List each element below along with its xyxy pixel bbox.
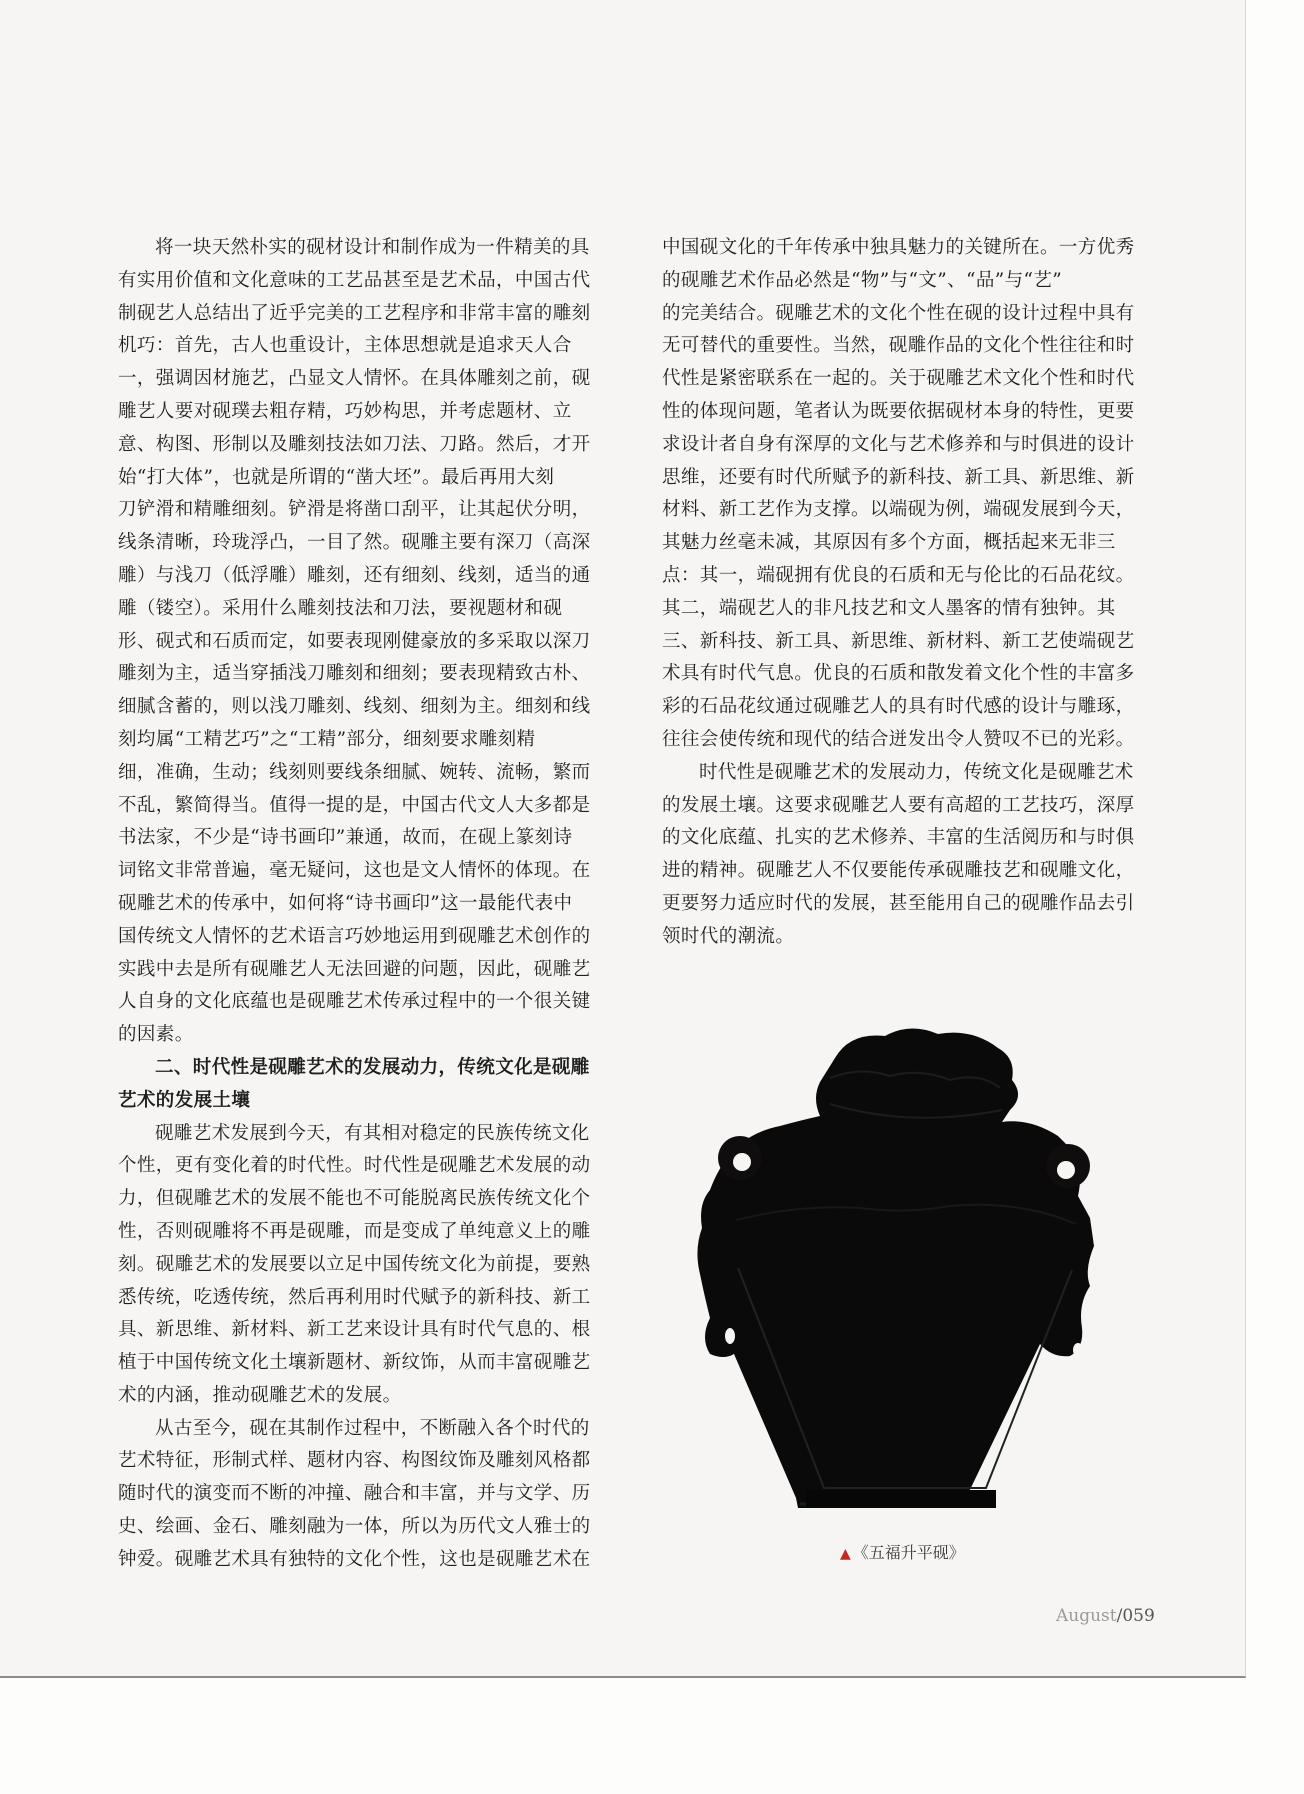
paragraph-line: 机巧：首先，古人也重设计，主体思想就是追求天人合 xyxy=(118,335,572,357)
paragraph-line: 的文化底蕴、扎实的艺术修养、丰富的生活阅历和与时俱 xyxy=(662,827,1135,849)
paragraph-line: 进的精神。砚雕艺人不仅要能传承砚雕技艺和砚雕文化， xyxy=(662,860,1135,882)
paragraph-line: 无可替代的重要性。当然，砚雕作品的文化个性往往和时 xyxy=(662,335,1135,357)
paragraph-line: 的发展土壤。这要求砚雕艺人要有高超的工艺技巧，深厚 xyxy=(662,794,1135,816)
paragraph-line: 个性，更有变化着的时代性。时代性是砚雕艺术发展的动 xyxy=(118,1155,591,1177)
inkstone-photo xyxy=(680,1018,1130,1508)
paragraph-line: 思维，还要有时代所赋予的新科技、新工具、新思维、新 xyxy=(662,466,1135,488)
triangle-marker-icon: ▲ xyxy=(840,1546,851,1562)
paragraph-line: 刻均属“工精艺巧”之“工精”部分，细刻要求雕刻精 xyxy=(118,728,536,750)
folio-separator: / xyxy=(1116,1606,1123,1626)
paragraph-line: 书法家，不少是“诗书画印”兼通，故而，在砚上篆刻诗 xyxy=(118,827,573,849)
paragraph-line: 更要努力适应时代的发展，甚至能用自己的砚雕作品去引 xyxy=(662,892,1135,914)
paragraph-line: 材料、新工艺作为支撑。以端砚为例，端砚发展到今天， xyxy=(662,499,1135,521)
paragraph-line: 雕（镂空）。采用什么雕刻技法和刀法，要视题材和砚 xyxy=(118,597,563,619)
paragraph-line: 国传统文人情怀的艺术语言巧妙地运用到砚雕艺术创作的 xyxy=(118,925,591,947)
folio-month: August xyxy=(1056,1606,1117,1626)
paragraph-line: 时代性是砚雕艺术的发展动力，传统文化是砚雕艺术 xyxy=(699,761,1134,783)
paragraph-line: 词铭文非常普遍，毫无疑问，这也是文人情怀的体现。在 xyxy=(118,860,591,882)
paragraph-line: 三、新科技、新工具、新思维、新材料、新工艺使端砚艺 xyxy=(662,630,1135,652)
paragraph-line: 的完美结合。砚雕艺术的文化个性在砚的设计过程中具有 xyxy=(662,302,1135,324)
figure-caption xyxy=(840,1540,965,1563)
paragraph-line: 雕艺人要对砚璞去粗存精，巧妙构思，并考虑题材、立 xyxy=(118,400,572,422)
paragraph-line: 意、构图、形制以及雕刻技法如刀法、刀路。然后，才开 xyxy=(118,433,591,455)
paragraph-line: 有实用价值和文化意味的工艺品甚至是艺术品，中国古代 xyxy=(118,269,591,291)
paragraph-line: 艺术特征，形制式样、题材内容、构图纹饰及雕刻风格都 xyxy=(118,1450,591,1472)
paragraph-line: 砚雕艺术发展到今天，有其相对稳定的民族传统文化 xyxy=(155,1122,590,1144)
paragraph-line: 彩的石品花纹通过砚雕艺人的具有时代感的设计与雕琢， xyxy=(662,696,1135,718)
paragraph-line: 性的体现问题，笔者认为既要依据砚材本身的特性，更要 xyxy=(662,400,1135,422)
page-folio xyxy=(1056,1606,1155,1626)
paragraph-line: 始“打大体”，也就是所谓的“凿大坯”。最后再用大刻 xyxy=(118,466,555,488)
paragraph-line: 往往会使传统和现代的结合迸发出令人赞叹不已的光彩。 xyxy=(662,728,1135,750)
section-heading-line: 二、时代性是砚雕艺术的发展动力，传统文化是砚雕 xyxy=(155,1056,590,1078)
paragraph-line: 术的内涵，推动砚雕艺术的发展。 xyxy=(118,1384,402,1406)
paragraph-line: 钟爱。砚雕艺术具有独特的文化个性，这也是砚雕艺术在 xyxy=(118,1548,591,1570)
paragraph-line: 具、新思维、新材料、新工艺来设计具有时代气息的、根 xyxy=(118,1319,591,1341)
paragraph-line: 线条清晰，玲珑浮凸，一目了然。砚雕主要有深刀（高深 xyxy=(118,532,591,554)
paragraph-line: 从古至今，砚在其制作过程中，不断融入各个时代的 xyxy=(155,1417,590,1439)
right-text-column xyxy=(662,232,1149,954)
paragraph-line: 将一块天然朴实的砚材设计和制作成为一件精美的具 xyxy=(155,237,590,258)
left-text-column xyxy=(118,232,603,1577)
paragraph-line: 砚雕艺术的传承中，如何将“诗书画印”这一最能代表中 xyxy=(118,892,573,914)
paragraph-line: 雕刻为主，适当穿插浅刀雕刻和细刻；要表现精致古朴、 xyxy=(118,663,591,685)
paragraph-line: 代性是紧密联系在一起的。关于砚雕艺术文化个性和时代 xyxy=(662,368,1135,390)
paragraph-line: 其魅力丝毫未减，其原因有多个方面，概括起来无非三 xyxy=(662,532,1116,554)
paragraph-line: 细，准确，生动；线刻则要线条细腻、婉转、流畅，繁而 xyxy=(118,761,591,783)
paragraph-line: 领时代的潮流。 xyxy=(662,925,795,947)
paragraph-line: 性，否则砚雕将不再是砚雕，而是变成了单纯意义上的雕 xyxy=(118,1220,591,1242)
caption-text: 《五福升平砚》 xyxy=(852,1543,965,1562)
paragraph-line: 中国砚文化的千年传承中独具魅力的关键所在。一方优秀 xyxy=(662,237,1135,258)
paragraph-line: 雕）与浅刀（低浮雕）雕刻，还有细刻、线刻，适当的通 xyxy=(118,564,591,586)
paragraph-line: 的因素。 xyxy=(118,1024,194,1046)
paragraph-line: 不乱，繁简得当。值得一提的是，中国古代文人大多都是 xyxy=(118,794,591,816)
section-heading-line: 艺术的发展土壤 xyxy=(118,1089,251,1111)
inkstone-illustration xyxy=(680,1018,1130,1508)
paragraph-line: 刀铲滑和精雕细刻。铲滑是将凿口刮平，让其起伏分明， xyxy=(118,499,591,521)
paragraph-line: 点：其一，端砚拥有优良的石质和无与伦比的石品花纹。 xyxy=(662,564,1135,586)
paragraph-line: 实践中去是所有砚雕艺人无法回避的问题，因此，砚雕艺 xyxy=(118,958,591,980)
paragraph-line: 悉传统，吃透传统，然后再利用时代赋予的新科技、新工 xyxy=(118,1286,591,1308)
paragraph-line: 史、绘画、金石、雕刻融为一体，所以为历代文人雅士的 xyxy=(118,1516,591,1538)
paragraph-line: 随时代的演变而不断的冲撞、融合和丰富，并与文学、历 xyxy=(118,1483,591,1505)
paragraph-line: 力，但砚雕艺术的发展不能也不可能脱离民族传统文化个 xyxy=(118,1188,591,1210)
paragraph-line: 求设计者自身有深厚的文化与艺术修养和与时俱进的设计 xyxy=(662,433,1135,455)
page-number: 059 xyxy=(1122,1606,1155,1626)
paragraph-line: 的砚雕艺术作品必然是“物”与“文”、“品”与“艺” xyxy=(662,269,1063,291)
paragraph-line: 形、砚式和石质而定，如要表现刚健豪放的多采取以深刀 xyxy=(118,630,591,652)
paragraph-line: 术具有时代气息。优良的石质和散发着文化个性的丰富多 xyxy=(662,663,1135,685)
paragraph-line: 刻。砚雕艺术的发展要以立足中国传统文化为前提，要熟 xyxy=(118,1253,591,1275)
paragraph-line: 制砚艺人总结出了近乎完美的工艺程序和非常丰富的雕刻 xyxy=(118,302,591,324)
paragraph-line: 其二，端砚艺人的非凡技艺和文人墨客的情有独钟。其 xyxy=(662,597,1116,619)
paragraph-line: 细腻含蓄的，则以浅刀雕刻、线刻、细刻为主。细刻和线 xyxy=(118,696,591,718)
paragraph-line: 一，强调因材施艺，凸显文人情怀。在具体雕刻之前，砚 xyxy=(118,368,591,390)
paragraph-line: 人自身的文化底蕴也是砚雕艺术传承过程中的一个很关键 xyxy=(118,991,591,1013)
paragraph-line: 植于中国传统文化土壤新题材、新纹饰，从而丰富砚雕艺 xyxy=(118,1352,591,1374)
